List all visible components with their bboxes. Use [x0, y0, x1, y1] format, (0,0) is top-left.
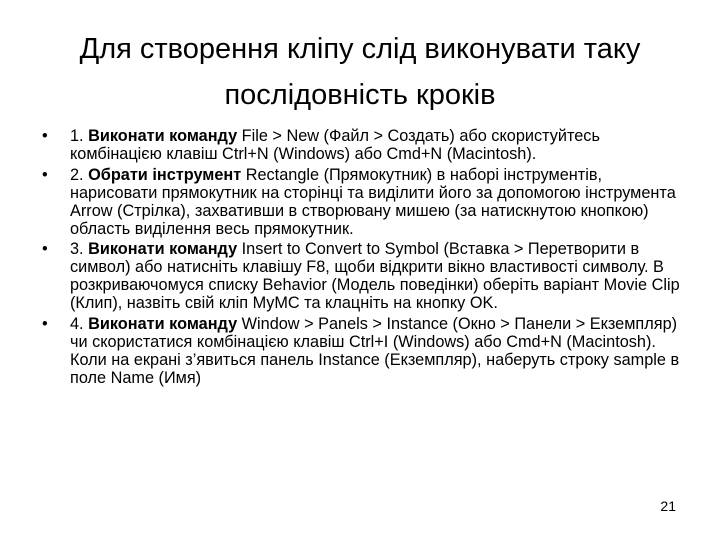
bullet-item-text: Insert to Convert to Symbol (Вставка > Перетворити в символ) або натисніть клавішу F8, щоби відкрити вікно властивості символу. В розкриваючомуся списку Behavior (Модель поведінки) оберіть варіант Movie Clip (Клип), назвіть свій кліп MyMC та клацніть на кнопку OK.: [70, 240, 680, 313]
slide-title-line-2: послідовність кроків: [224, 79, 496, 111]
bullet-item-number: 2.: [70, 165, 89, 184]
bullet-item-number: 3.: [70, 240, 89, 259]
bullet-item-bold: Виконати команду: [88, 315, 238, 334]
bullet-item-text: File > New (Файл > Создать) або скористуйтесь комбінацією клавіш Ctrl+N (Windows) або Cmd+N (Macintosh).: [70, 127, 600, 163]
bullet-marker: •: [42, 240, 48, 259]
bullet-item-1: [42, 128, 686, 164]
bullet-item-bold: Виконати команду: [88, 240, 238, 259]
page-number: 21: [660, 498, 676, 514]
bullet-item-bold: Обрати інструмент: [88, 165, 242, 184]
bullet-marker: •: [42, 165, 48, 184]
bullet-item-3: [42, 241, 686, 313]
slide-title: [30, 26, 690, 118]
bullet-item-text: Rectangle (Прямокутник) в наборі інструментів, нарисовати прямокутник на сторінці та виділити його за допомогою інструмента Arrow (Стрілка), захвативши в створювану мишею (за натискнутою кнопкою) область виділення весь прямокутник.: [70, 165, 676, 238]
bullet-list: [42, 128, 686, 391]
bullet-item-number: 4.: [70, 315, 89, 334]
slide-title-line-1: Для створення кліпу слід виконувати таку: [79, 33, 641, 65]
bullet-item-bold: Виконати команду: [88, 127, 238, 145]
bullet-marker: •: [42, 127, 48, 145]
bullet-item-text: Window > Panels > Instance (Окно > Панели > Екземпляр) чи скористатися комбінацією клавіш Ctrl+I (Windows) або Cmd+N (Macintosh). Коли на екрані з’явиться панель Instance (Екземпляр), наберуть строку sample в поле Name (Имя): [70, 315, 680, 387]
bullet-item-2: [42, 167, 686, 239]
bullet-item-4: [42, 316, 686, 388]
bullet-item-number: 1.: [70, 127, 89, 145]
bullet-marker: •: [42, 315, 48, 334]
